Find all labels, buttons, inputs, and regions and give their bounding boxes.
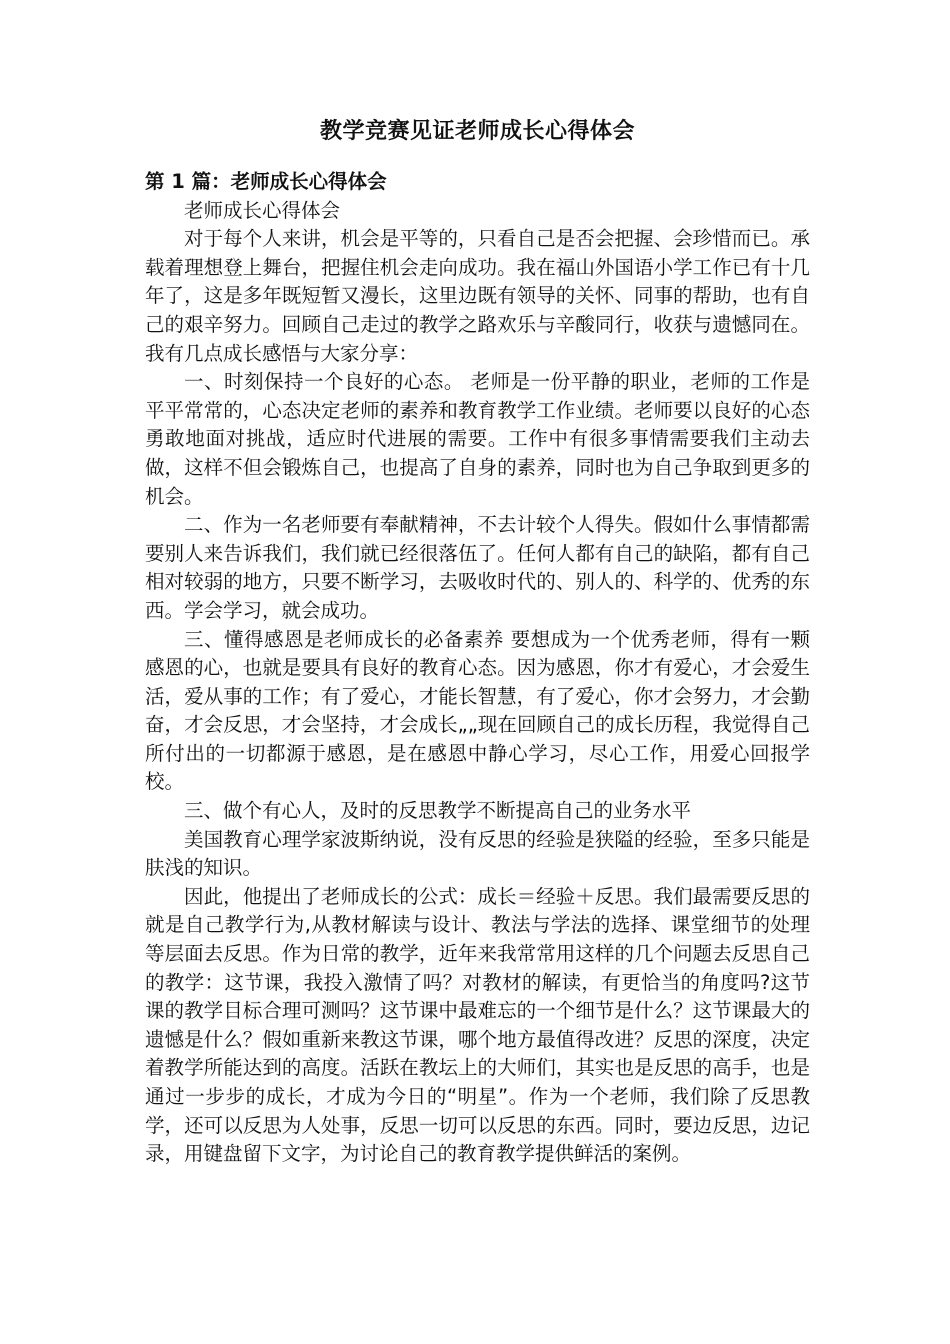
section-heading: 第 1 篇：老师成长心得体会 xyxy=(145,170,387,193)
paragraph-posner-quote: 美国教育心理学家波斯纳说，没有反思的经验是狭隘的经验，至多只能是肤浅的知识。 xyxy=(145,827,810,880)
paragraph-point-4-heading: 三、做个有心人，及时的反思教学不断提高自己的业务水平 xyxy=(184,799,692,823)
paragraph-reflection: 因此，他提出了老师成长的公式：成长＝经验＋反思。我们最需要反思的就是自己教学行为,从教材解读与设计、教法与学法的选择、课堂细节的处理等层面去反思。作为日常的教学，近年来我常常用这样的几个问题去反思自己的教学：这节课，我投入激情了吗？对教材的解读，有更恰当的角度吗?这节课的教学目标合理可测吗？这节课中最难忘的一个细节是什么？这节课最大的遗憾是什么？假如重新来教这节课，哪个地方最值得改进？反思的深度，决定着教学所能达到的高度。活跃在教坛上的大师们，其实也是反思的高手，也是通过一步步的成长，才成为今日的“明星”。作为一个老师，我们除了反思教学，还可以反思为人处事，反思一切可以反思的东西。同时，要边反思，边记录，用键盘留下文字，为讨论自己的教育教学提供鲜活的案例。 xyxy=(145,884,810,1166)
document-page xyxy=(145,112,810,1169)
paragraph-point-1: 一、时刻保持一个良好的心态。 老师是一份平静的职业，老师的工作是平平常常的，心态决定老师的素养和教育教学工作业绩。老师要以良好的心态勇敢地面对挑战，适应时代进展的需要。工作中有很多事情需要我们主动去做，这样不但会锻炼自己，也提高了自身的素养，同时也为自己争取到更多的机会。 xyxy=(145,370,810,508)
paragraph-point-2: 二、作为一名老师要有奉献精神，不去计较个人得失。假如什么事情都需要别人来告诉我们，我们就已经很落伍了。任何人都有自己的缺陷，都有自己相对较弱的地方，只要不断学习，去吸收时代的、别人的、科学的、优秀的东西。学会学习，就会成功。 xyxy=(145,513,810,622)
paragraph-subtitle: 老师成长心得体会 xyxy=(184,198,341,222)
paragraph-point-3: 三、懂得感恩是老师成长的必备素养 要想成为一个优秀老师，得有一颗感恩的心，也就是要具有良好的教育心态。因为感恩，你才有爱心，才会爱生活，爱从事的工作；有了爱心，才能长智慧，有了爱心，你才会努力，才会勤奋，才会反思，才会坚持，才会成长„„现在回顾自己的成长历程，我觉得自己所付出的一切都源于感恩，是在感恩中静心学习，尽心工作，用爱心回报学校。 xyxy=(145,627,810,794)
paragraph-intro: 对于每个人来讲，机会是平等的，只看自己是否会把握、会珍惜而已。承载着理想登上舞台，把握住机会走向成功。我在福山外国语小学工作已有十几年了，这是多年既短暂又漫长，这里边既有领导的关怀、同事的帮助，也有自己的艰辛努力。回顾自己走过的教学之路欢乐与辛酸同行，收获与遗憾同在。我有几点成长感悟与大家分享： xyxy=(145,227,810,365)
document-title: 教学竞赛见证老师成长心得体会 xyxy=(319,119,635,144)
